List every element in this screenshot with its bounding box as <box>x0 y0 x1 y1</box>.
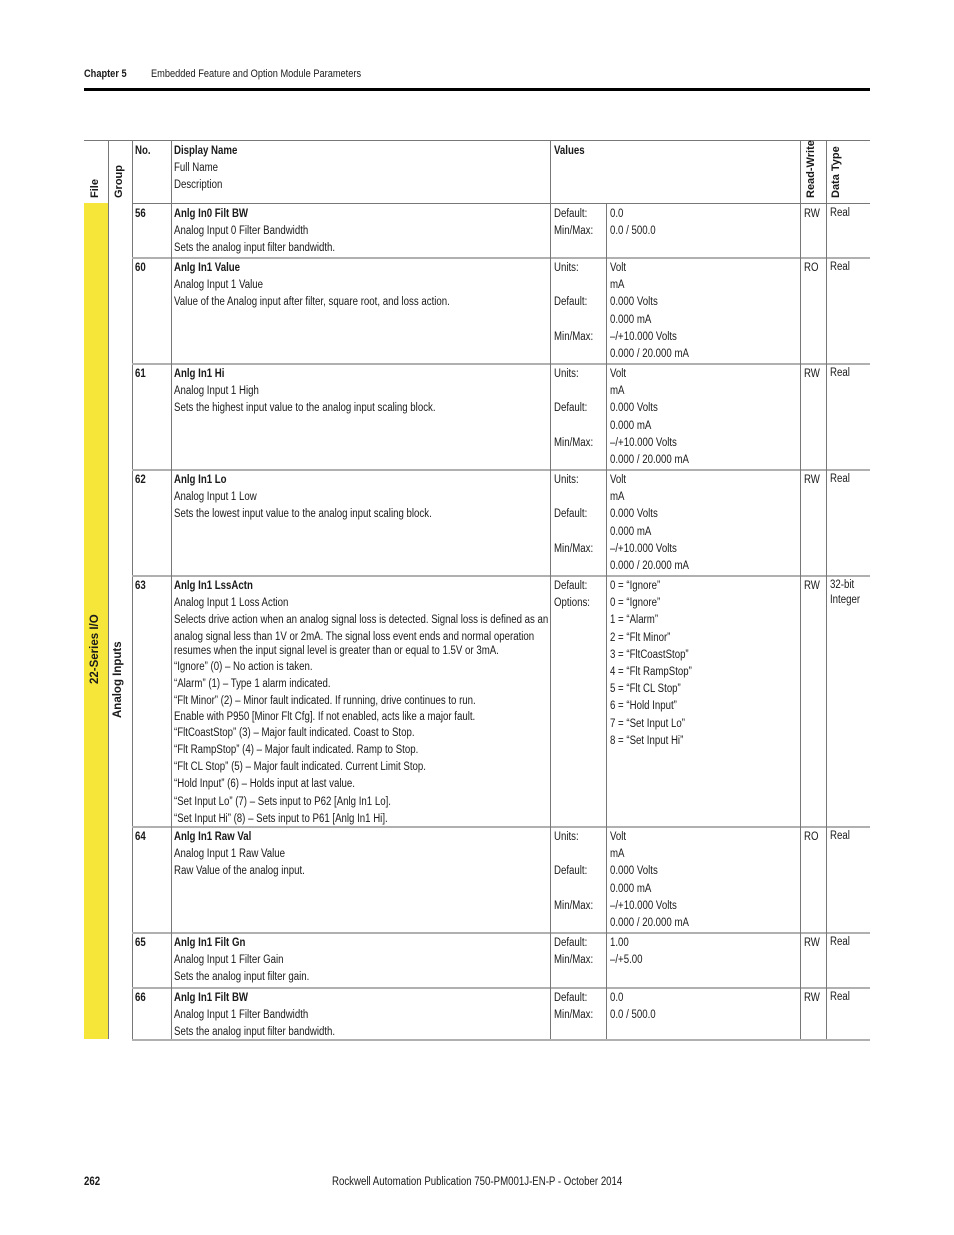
value-label: Min/Max: <box>554 225 594 238</box>
value-label: Min/Max: <box>554 542 594 555</box>
param-number <box>132 203 173 257</box>
table-row <box>132 257 870 365</box>
value-values <box>606 469 803 575</box>
col-values: Values <box>554 145 585 157</box>
value-text: 0.000 / 20.000 mA <box>610 916 689 929</box>
read-write: RW <box>804 992 820 1004</box>
data-type-cell <box>826 987 874 1039</box>
value-text: –/+10.000 Volts <box>610 436 677 449</box>
value-values <box>606 932 803 987</box>
value-text: 0.000 mA <box>610 313 652 326</box>
value-labels <box>550 257 609 363</box>
col-no: No. <box>135 145 151 157</box>
display-name: Anlg In1 Filt BW <box>174 992 249 1004</box>
col-read-write: Read-Write <box>805 140 817 198</box>
value-text: 0.000 Volts <box>610 508 658 521</box>
page-number: 262 <box>84 1176 101 1188</box>
data-type: Real <box>830 261 850 273</box>
value-text: 7 = “Set Input Lo” <box>610 717 685 730</box>
col-display-name: Display Name <box>174 145 238 157</box>
display-name: Anlg In1 Filt Gn <box>174 937 246 949</box>
data-type-cell <box>826 932 874 987</box>
file-label: 22-Series I/O <box>89 614 101 684</box>
table-row <box>132 826 870 934</box>
description-line: Enable with P950 [Minor Flt Cfg]. If not enabled, acts like a major fault. <box>174 711 476 724</box>
value-label: Units: <box>554 368 579 380</box>
param-number-text: 61 <box>135 368 146 380</box>
read-write-cell <box>800 575 829 826</box>
read-write-cell <box>800 987 829 1039</box>
param-number-text: 66 <box>135 992 146 1004</box>
value-text: –/+10.000 Volts <box>610 542 677 555</box>
table-row <box>132 363 870 471</box>
param-name-cell <box>171 257 553 363</box>
param-name-cell <box>171 932 553 987</box>
description-line: analog signal less than 1V or 2mA. The signal loss event ends and normal operation <box>174 630 535 643</box>
value-label: Options: <box>554 597 590 610</box>
value-text: 6 = “Hold Input” <box>610 700 677 713</box>
param-number <box>132 575 173 826</box>
read-write: RW <box>804 368 820 380</box>
description-line: Sets the lowest input value to the analog input scaling block. <box>174 508 432 521</box>
value-text: mA <box>610 385 625 398</box>
description-line: “Set Input Lo” (7) – Sets input to P62 [Anlg In1 Lo]. <box>174 795 391 808</box>
value-label: Min/Max: <box>554 330 594 343</box>
read-write-cell <box>800 203 829 257</box>
value-text: Volt <box>610 262 627 274</box>
value-text: 5 = “Flt CL Stop” <box>610 683 681 696</box>
publication-id: Rockwell Automation Publication 750-PM001J-EN-P - October 2014 <box>332 1176 623 1188</box>
description-line: Value of the Analog input after filter, square root, and loss action. <box>174 296 450 309</box>
value-text: 0.000 Volts <box>610 296 658 309</box>
data-type: Real <box>830 367 850 379</box>
display-name: Anlg In1 Lo <box>174 474 227 486</box>
table-header <box>84 140 870 204</box>
param-name-cell <box>171 575 553 826</box>
value-text: 3 = “FltCoastStop” <box>610 648 689 661</box>
group-label: Analog Inputs <box>112 641 124 718</box>
param-number-text: 64 <box>135 831 146 843</box>
display-name: Anlg In1 Hi <box>174 368 225 380</box>
description-line: “Hold Input” (6) – Holds input at last value. <box>174 778 355 791</box>
value-values <box>606 826 803 932</box>
param-number-text: 56 <box>135 208 146 220</box>
col-full-name: Full Name <box>174 162 219 175</box>
value-text: 0.000 Volts <box>610 865 658 878</box>
data-type-cell <box>826 203 874 257</box>
param-name-cell <box>171 363 553 469</box>
description-line: Sets the analog input filter gain. <box>174 971 310 984</box>
description-line: “FltCoastStop” (3) – Major fault indicated. Coast to Stop. <box>174 726 415 739</box>
description-line: “Flt RampStop” (4) – Major fault indicated. Ramp to Stop. <box>174 744 419 757</box>
value-text: 0.0 <box>610 992 624 1004</box>
value-text: Volt <box>610 474 627 486</box>
value-text: 0.0 / 500.0 <box>610 225 656 238</box>
col-group: Group <box>113 165 125 198</box>
value-text: mA <box>610 848 625 861</box>
value-text: 0.000 / 20.000 mA <box>610 453 689 466</box>
param-number-text: 60 <box>135 262 146 274</box>
value-text: 4 = “Flt RampStop” <box>610 665 692 678</box>
value-text: 0.000 mA <box>610 882 652 895</box>
data-type: Real <box>830 936 850 948</box>
value-values <box>606 257 803 363</box>
value-labels <box>550 363 609 469</box>
data-type-cell <box>826 826 874 932</box>
value-label: Default: <box>554 402 588 415</box>
data-type-cell <box>826 363 874 469</box>
description-line: “Ignore” (0) – No action is taken. <box>174 660 313 673</box>
value-label: Default: <box>554 580 588 592</box>
value-text: 0.000 Volts <box>610 402 658 415</box>
value-labels <box>550 987 609 1039</box>
full-name: Analog Input 0 Filter Bandwidth <box>174 225 309 238</box>
description-line: Raw Value of the analog input. <box>174 865 305 878</box>
read-write: RW <box>804 474 820 486</box>
value-label: Default: <box>554 508 588 521</box>
data-type: Real <box>830 207 850 219</box>
table-row <box>132 203 870 259</box>
description-line: Sets the analog input filter bandwidth. <box>174 1026 336 1039</box>
data-type: Real <box>830 473 850 485</box>
read-write: RW <box>804 580 820 592</box>
value-text: 0 = “Ignore” <box>610 580 661 592</box>
param-number-text: 62 <box>135 474 146 486</box>
table-row <box>132 932 870 989</box>
param-number <box>132 932 173 987</box>
value-text: –/+5.00 <box>610 954 643 967</box>
value-values <box>606 987 803 1039</box>
value-text: –/+10.000 Volts <box>610 899 677 912</box>
value-text: 0.000 / 20.000 mA <box>610 559 689 572</box>
display-name: Anlg In1 Value <box>174 262 241 274</box>
data-type-cell <box>826 469 874 575</box>
param-number <box>132 987 173 1039</box>
table-row <box>132 469 870 577</box>
value-label: Min/Max: <box>554 954 594 967</box>
value-label: Units: <box>554 474 579 486</box>
col-file: File <box>89 179 101 198</box>
data-type: Integer <box>830 593 861 606</box>
param-number <box>132 257 173 363</box>
value-label: Min/Max: <box>554 436 594 449</box>
value-label: Units: <box>554 262 579 274</box>
display-name: Anlg In1 LssActn <box>174 580 253 592</box>
table-row <box>132 987 870 1041</box>
display-name: Anlg In1 Raw Val <box>174 831 252 843</box>
value-values <box>606 203 803 257</box>
value-text: 0.000 mA <box>610 419 652 432</box>
value-text: 0.000 mA <box>610 525 652 538</box>
data-type: Real <box>830 991 850 1003</box>
param-name-cell <box>171 469 553 575</box>
value-text: 0.000 / 20.000 mA <box>610 347 689 360</box>
read-write-cell <box>800 257 829 363</box>
value-text: 1.00 <box>610 937 629 949</box>
value-labels <box>550 469 609 575</box>
param-name-cell <box>171 987 553 1039</box>
value-labels <box>550 575 609 826</box>
display-name: Anlg In0 Filt BW <box>174 208 249 220</box>
value-values <box>606 575 803 826</box>
value-values <box>606 363 803 469</box>
value-text: Volt <box>610 831 627 843</box>
full-name: Analog Input 1 Low <box>174 491 257 504</box>
read-write: RO <box>804 262 819 274</box>
read-write-cell <box>800 826 829 932</box>
full-name: Analog Input 1 Raw Value <box>174 848 285 861</box>
read-write: RW <box>804 208 820 220</box>
read-write-cell <box>800 363 829 469</box>
description-line: “Set Input Hi” (8) – Sets input to P61 [Anlg In1 Hi]. <box>174 812 388 825</box>
description-line: Sets the analog input filter bandwidth. <box>174 242 336 255</box>
full-name: Analog Input 1 Loss Action <box>174 597 289 610</box>
value-text: –/+10.000 Volts <box>610 330 677 343</box>
read-write: RO <box>804 831 819 843</box>
value-label: Units: <box>554 831 579 843</box>
value-label: Default: <box>554 208 588 220</box>
value-label: Default: <box>554 992 588 1004</box>
group-band <box>108 203 132 1039</box>
table-row <box>132 575 870 828</box>
value-labels <box>550 932 609 987</box>
param-name-cell <box>171 826 553 932</box>
description-line: “Flt CL Stop” (5) – Major fault indicated. Current Limit Stop. <box>174 761 426 774</box>
full-name: Analog Input 1 High <box>174 385 259 398</box>
value-label: Default: <box>554 865 588 878</box>
value-text: Volt <box>610 368 627 380</box>
param-number <box>132 826 173 932</box>
data-type: Real <box>830 830 850 842</box>
value-text: 0.0 <box>610 208 624 220</box>
value-labels <box>550 203 609 257</box>
description-line: “Flt Minor” (2) – Minor fault indicated. If running, drive continues to run. <box>174 695 476 708</box>
description-line: resumes when the input signal level is greater than or equal to 1.5V or 3mA. <box>174 645 499 658</box>
value-text: 0 = “Ignore” <box>610 597 661 610</box>
read-write: RW <box>804 937 820 949</box>
header-rule <box>84 88 870 91</box>
chapter-label: Chapter 5 <box>84 68 127 80</box>
data-type-cell <box>826 257 874 363</box>
param-number <box>132 469 173 575</box>
value-text: 1 = “Alarm” <box>610 614 659 627</box>
col-description: Description <box>174 179 223 192</box>
full-name: Analog Input 1 Filter Bandwidth <box>174 1009 309 1022</box>
chapter-title: Embedded Feature and Option Module Parameters <box>151 68 362 80</box>
value-label: Min/Max: <box>554 1009 594 1022</box>
param-number-text: 63 <box>135 580 146 592</box>
data-type-cell <box>826 575 874 826</box>
read-write-cell <box>800 932 829 987</box>
read-write-cell <box>800 469 829 575</box>
description-line: Sets the highest input value to the analog input scaling block. <box>174 402 436 415</box>
param-number-text: 65 <box>135 937 146 949</box>
col-data-type: Data Type <box>830 146 842 198</box>
value-label: Default: <box>554 937 588 949</box>
value-label: Min/Max: <box>554 899 594 912</box>
full-name: Analog Input 1 Value <box>174 279 263 292</box>
file-band <box>84 203 108 1039</box>
value-text: mA <box>610 279 625 292</box>
description-line: Selects drive action when an analog signal loss is detected. Signal loss is defined as an <box>174 614 549 627</box>
value-label: Default: <box>554 296 588 309</box>
data-type: 32-bit <box>830 579 855 591</box>
value-text: 8 = “Set Input Hi” <box>610 734 684 747</box>
param-name-cell <box>171 203 553 257</box>
value-text: 2 = “Flt Minor” <box>610 631 671 644</box>
full-name: Analog Input 1 Filter Gain <box>174 954 284 967</box>
value-text: 0.0 / 500.0 <box>610 1009 656 1022</box>
description-line: “Alarm” (1) – Type 1 alarm indicated. <box>174 677 331 690</box>
value-labels <box>550 826 609 932</box>
value-text: mA <box>610 491 625 504</box>
param-number <box>132 363 173 469</box>
